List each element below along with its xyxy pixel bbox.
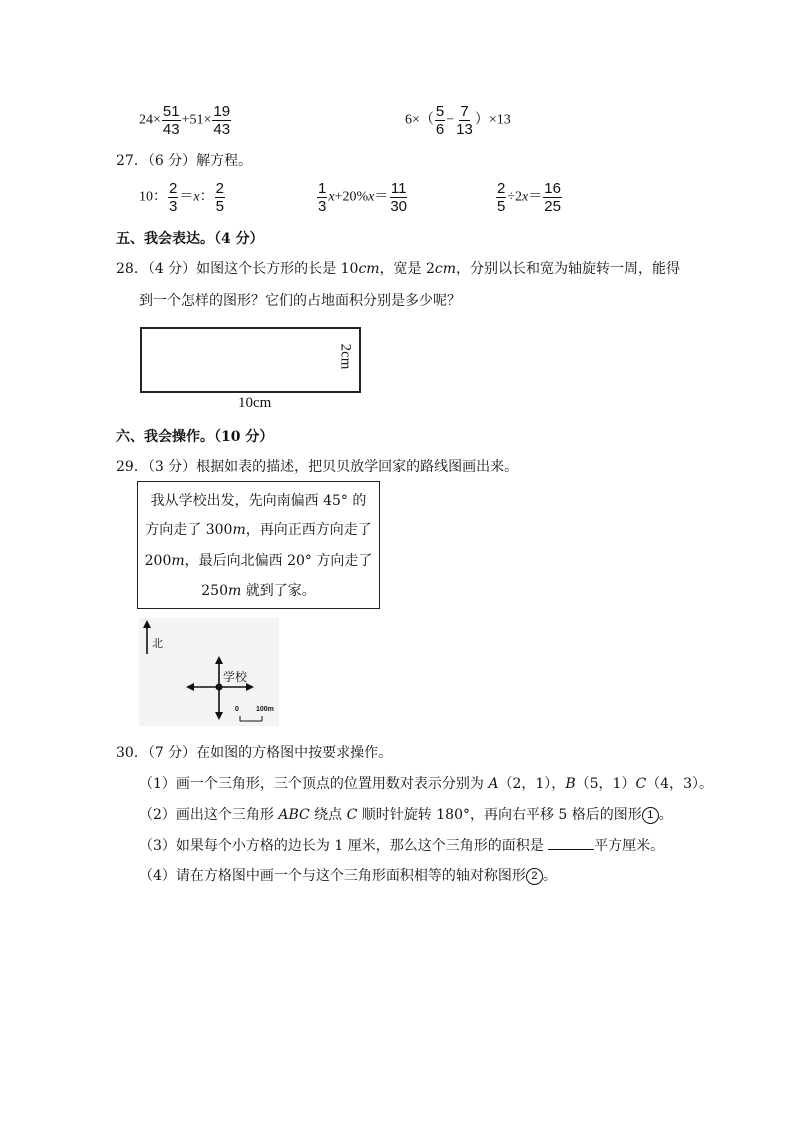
equation-3: $\frac{2}{5}$ ÷2x＝ $\frac{16}{25}$ <box>497 180 561 215</box>
box-line-3: 200m，最后向北偏西 20° 方向走了 <box>144 553 373 569</box>
section-6-heading: 六、我会操作。（10 分） <box>116 429 274 445</box>
question-30-item-2: （2）画出这个三角形 ABC 绕点 C 顺时针旋转 180°，再向右平移 5 格后的图形 1 。 <box>139 807 673 823</box>
fraction: $\frac{1}{3}$ <box>318 180 327 215</box>
fraction: $\frac{2}{3}$ <box>169 180 178 215</box>
fraction: $\frac{2}{5}$ <box>215 180 224 215</box>
compass-cross-icon <box>186 656 254 720</box>
length-label: 10cm <box>238 395 272 411</box>
width-label: 2cm <box>337 343 354 370</box>
box-line-2: 方向走了 300m，再向正西方向走了 <box>145 522 372 538</box>
equation-2: $\frac{1}{3}$ x+20%x＝ $\frac{11}{30}$ <box>318 180 408 215</box>
fraction: $\frac{16}{25}$ <box>544 180 561 215</box>
question-30-item-3: （3）如果每个小方格的边长为 1 厘米，那么这个三角形的面积是 平方厘米。 <box>139 838 665 854</box>
question-30-item-4: （4）请在方格图中画一个与这个三角形面积相等的轴对称图形 2 。 <box>139 868 557 884</box>
question-29-title: 29．（3 分）根据如表的描述，把贝贝放学回家的路线图画出来。 <box>116 459 519 475</box>
fraction: $\frac{7}{13}$ <box>456 103 473 138</box>
fraction: $\frac{5}{6}$ <box>435 103 445 138</box>
section-5-heading: 五、我会表达。（4 分） <box>116 231 264 247</box>
expression-1: 24× $\frac{51}{43}$ +51× $\frac{19}{43}$ <box>139 103 231 138</box>
scale-label: 100m <box>256 706 274 713</box>
description-box <box>137 481 380 609</box>
question-28-line-1: 28．（4 分）如图这个长方形的长是 10cm，宽是 2cm，分别以长和宽为轴旋转一周，能得 <box>116 261 681 277</box>
circled-number-2: 2 <box>526 868 543 885</box>
scale-zero-label: 0 <box>235 706 239 713</box>
expression-2: 6×（ $\frac{5}{6}$ − $\frac{7}{13}$ ）×13 <box>405 103 511 138</box>
box-line-1: 我从学校出发，先向南偏西 45° 的 <box>150 493 367 509</box>
fraction: $\frac{51}{43}$ <box>162 103 180 138</box>
fraction: $\frac{11}{30}$ <box>390 180 408 215</box>
scale-bar-icon <box>240 716 262 721</box>
fraction: $\frac{19}{43}$ <box>213 103 231 138</box>
north-label: 北 <box>152 638 163 650</box>
question-28-line-2: 到一个怎样的图形？它们的占地面积分别是多少呢？ <box>139 293 461 309</box>
rectangle-figure <box>140 327 361 393</box>
question-30-item-1: （1）画一个三角形，三个顶点的位置用数对表示分别为 A（2，1），B（5，1）C（4，3）。 <box>139 776 713 792</box>
equation-1: 10： $\frac{2}{3}$ ＝x： $\frac{2}{5}$ <box>139 180 224 215</box>
north-arrow-icon <box>143 620 151 654</box>
question-30-title: 30．（7 分）在如图的方格图中按要求操作。 <box>116 745 393 761</box>
answer-blank[interactable] <box>548 836 594 850</box>
circled-number-1: 1 <box>642 807 659 824</box>
school-label: 学校 <box>223 670 248 684</box>
fraction: $\frac{2}{5}$ <box>497 180 506 215</box>
question-27-title: 27．（6 分）解方程。 <box>116 153 253 169</box>
box-line-4: 250m 就到了家。 <box>201 583 316 599</box>
route-map <box>139 618 279 726</box>
